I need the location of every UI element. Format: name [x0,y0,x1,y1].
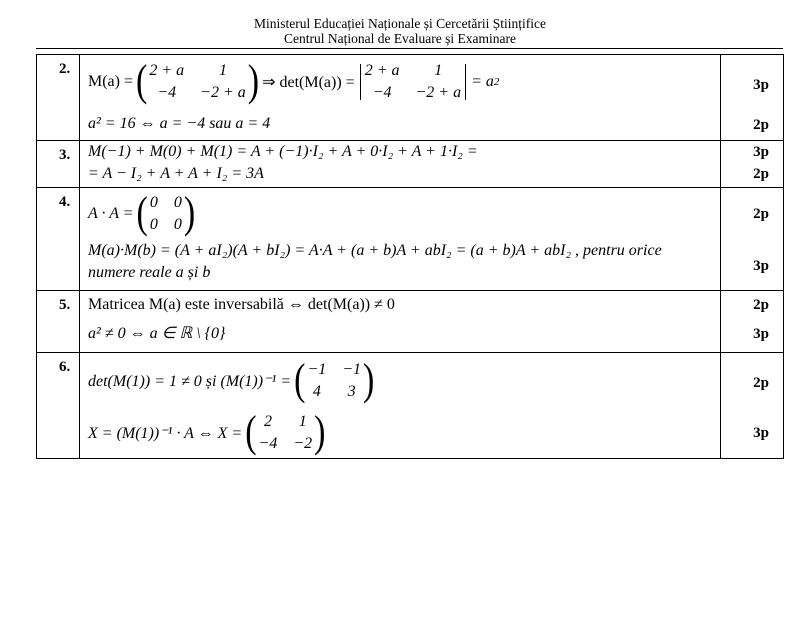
solution-line: = A − I₂ + A + A + I₂ = 3A [88,165,264,182]
solution-line: Matricea M(a) este inversabilă ⇔ det(M(a)) ≠ 0 [88,296,395,313]
formula-mid: ⇒ det(M(a)) = [262,74,355,91]
points: 2p [753,117,769,133]
formula-lhs: det(M(1)) = 1 ≠ 0 și (M(1))⁻¹ = [88,373,292,390]
item-number: 4. [37,188,80,291]
grading-table [36,54,784,459]
document-header [0,16,800,46]
solution-cell [80,291,721,353]
points: 2p [753,375,769,391]
points-cell [721,188,784,291]
formula-lhs: X = (M(1))⁻¹ · A ⇔ X = [88,425,243,442]
points: 3p [753,425,769,441]
solution-cell [80,353,721,459]
ministry-name: Ministerul Educației Naționale și Cercetării Științifice [253,16,547,31]
determinant: 2 + a 1 −4 −2 + a [358,62,468,102]
table-row [37,353,784,459]
header-divider [36,48,783,49]
item-number: 2. [37,55,80,141]
solution-line [80,353,720,409]
formula-lhs: M(a) = [88,73,134,90]
item-number: 6. [37,353,80,459]
points: 2p [753,297,769,313]
table-row [37,291,784,353]
solution-line: M(−1) + M(0) + M(1) = A + (−1)·I₂ + A + 0·I₂ + A + 1·I₂ = [88,143,478,160]
center-name: Centrul Național de Evaluare și Examinare [283,31,517,46]
solution-cell [80,188,721,291]
item-number: 3. [37,141,80,188]
solution-line: a² ≠ 0 ⇔ a ∈ ℝ \ {0} [88,325,226,342]
matrix: ( 0 0 0 0 ) [136,189,196,238]
formula-lhs: A · A = [88,205,134,222]
points: 3p [753,144,769,160]
points: 3p [753,258,769,274]
table-row [37,55,784,141]
points-cell [721,55,784,141]
item-number: 5. [37,291,80,353]
matrix: ( 2 + a 1 −4 −2 + a ) [136,57,260,106]
points: 3p [753,77,769,93]
formula-rhs: = a [471,73,494,90]
solution-line [80,188,720,240]
solution-line [80,409,720,457]
solution-line: a² = 16 ⇔ a = −4 sau a = 4 [88,115,271,132]
solution-line: numere reale a și b [88,264,211,281]
matrix: ( 2 1 −4 −2 ) [245,408,326,457]
points: 3p [753,326,769,342]
points: 2p [753,206,769,222]
solution-cell [80,55,721,141]
matrix: ( −1 −1 4 3 ) [294,356,375,405]
solution-line: M(a)·M(b) = (A + aI₂)(A + bI₂) = A·A + (a + b)A + abI₂ = (a + b)A + abI₂ , pentru orice [88,242,662,259]
points: 2p [753,166,769,182]
solution-cell [80,141,721,188]
solution-line: M(a) = ( 2 + a 1 −4 −2 + a ) ⇒ det(M(a)) = 2 + a 1 −4 −2 + a = a 2 [88,57,500,106]
table-row [37,141,784,188]
table-row [37,188,784,291]
points-cell [721,353,784,459]
points-cell [721,141,784,188]
points-cell [721,291,784,353]
